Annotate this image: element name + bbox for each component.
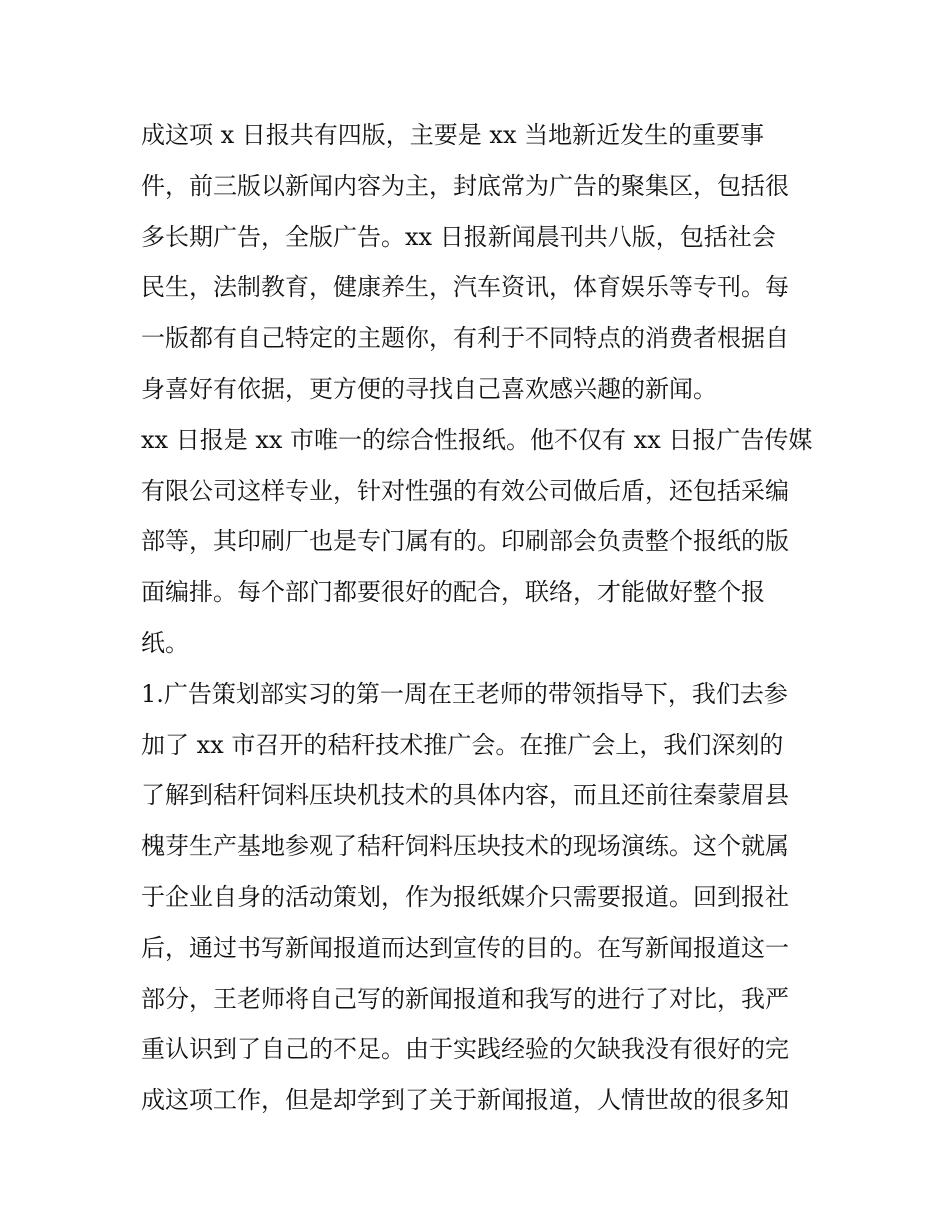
- text-line: 1.广告策划部实习的第一周在王老师的带领指导下，我们去参: [141, 679, 788, 708]
- text-line: 纸。: [141, 628, 189, 657]
- text-line: 件，前三版以新闻内容为主，封底常为广告的聚集区，包括很: [141, 171, 789, 200]
- text-line: 成这项 x 日报共有四版，主要是 xx 当地新近发生的重要事: [141, 121, 765, 149]
- text-line: 重认识到了自己的不足。由于实践经验的欠缺我没有很好的完: [141, 1035, 789, 1064]
- text-line: 身喜好有依据，更方便的寻找自己喜欢感兴趣的新闻。: [141, 374, 717, 403]
- text-line: 成这项工作，但是却学到了关于新闻报道，人情世故的很多知: [141, 1086, 789, 1115]
- text-line: 加了 xx 市召开的秸秆技术推广会。在推广会上，我们深刻的: [141, 730, 784, 759]
- text-line: 槐芽生产基地参观了秸秆饲料压块技术的现场演练。这个就属: [141, 832, 789, 861]
- text-line: 部分，王老师将自己写的新闻报道和我写的进行了对比，我严: [141, 984, 789, 1013]
- text-line: 民生，法制教育，健康养生，汽车资讯，体育娱乐等专刊。每: [141, 273, 789, 302]
- text-line: 了解到秸秆饲料压块机技术的具体内容，而且还前往秦蒙眉县: [141, 781, 789, 810]
- text-line: xx 日报是 xx 市唯一的综合性报纸。他不仅有 xx 日报广告传媒: [141, 425, 813, 454]
- text-line: 面编排。每个部门都要很好的配合，联络，才能做好整个报: [141, 578, 765, 607]
- text-line: 多长期广告，全版广告。xx 日报新闻晨刊共八版，包括社会: [141, 222, 776, 251]
- text-line: 有限公司这样专业，针对性强的有效公司做后盾，还包括采编: [141, 476, 789, 505]
- text-line: 部等，其印刷厂也是专门属有的。印刷部会负责整个报纸的版: [141, 527, 789, 556]
- text-line: 一版都有自己特定的主题你，有利于不同特点的消费者根据自: [141, 324, 789, 353]
- document-body: [141, 110, 821, 1126]
- text-line: 后，通过书写新闻报道而达到宣传的目的。在写新闻报道这一: [141, 933, 789, 962]
- text-line: 于企业自身的活动策划，作为报纸媒介只需要报道。回到报社: [141, 882, 789, 911]
